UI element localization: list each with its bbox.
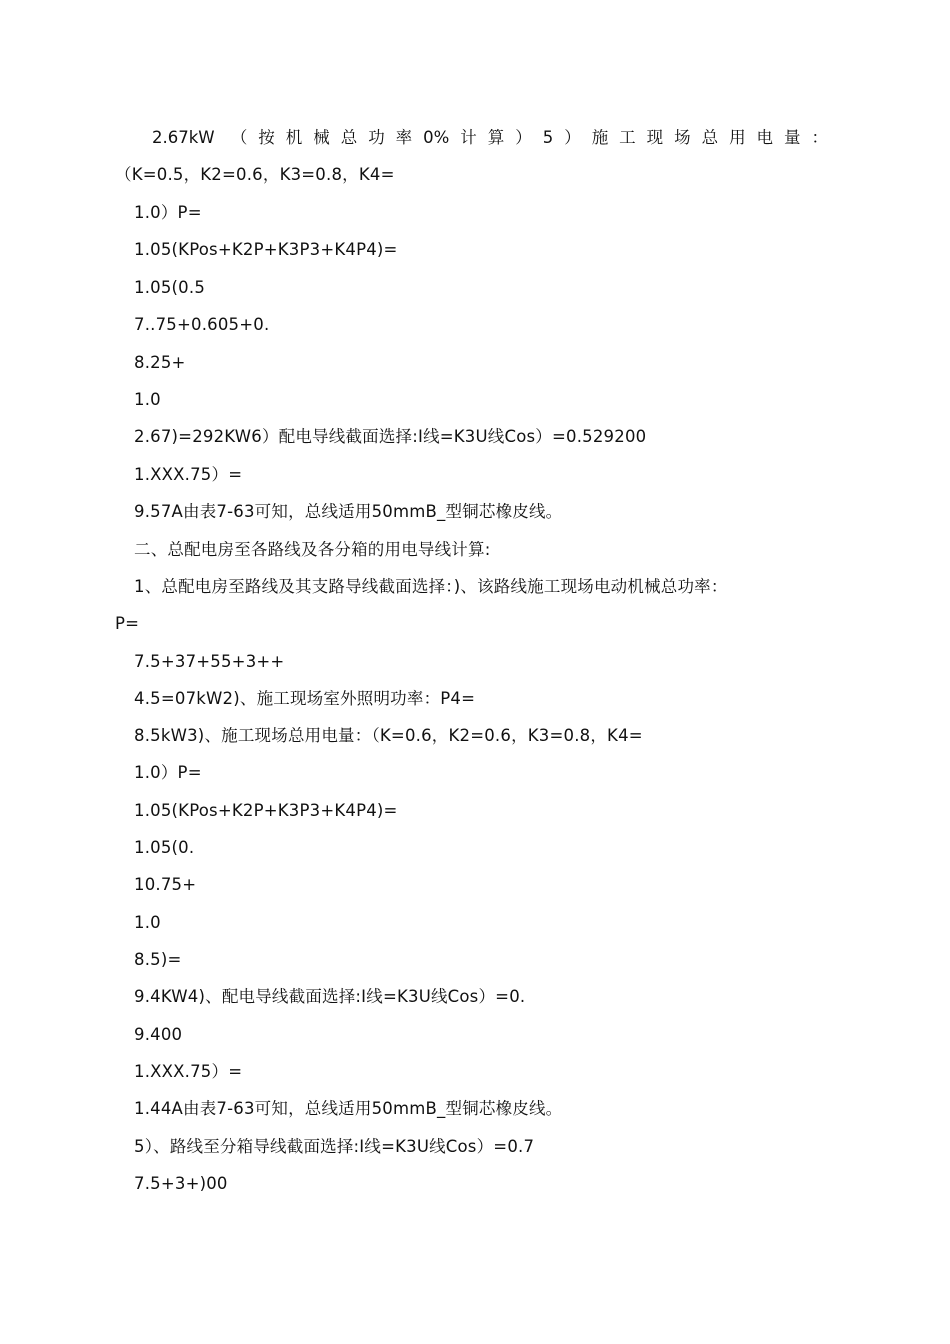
text-line: 2.67kW （按机械总功率0%计算）5）施工现场总用电量： [152,128,828,147]
text-line: 1.05(KPos+K2P+K3P3+K4P4)= [134,801,398,820]
text-line: 1、总配电房至路线及其支路导线截面选择：)、该路线施工现场电动机械总功率： [134,577,728,596]
text-line: 8.5kW3)、施工现场总用电量：（K=0.6，K2=0.6，K3=0.8，K4= [134,726,643,745]
text-line: 1.0 [134,913,161,932]
text-line: 1.XXX.75）= [134,1062,243,1081]
text-line: 4.5=07kW2)、施工现场室外照明功率：P4= [134,689,476,708]
text-line: 1.05(0.5 [134,278,206,297]
text-line: 9.57A由表7-63可知，总线适用50mmB_型铜芯橡皮线。 [134,502,563,521]
text-line: 1.05(0. [134,838,195,857]
text-line: 9.400 [134,1025,183,1044]
text-line: 1.0）P= [134,203,202,222]
text-line: 8.5)= [134,950,182,969]
text-line: 5）、路线至分箱导线截面选择:I线=K3U线Cos）=0.7 [134,1137,535,1156]
text-line: 7..75+0.605+0. [134,315,270,334]
text-line: （K=0.5，K2=0.6，K3=0.8，K4= [115,165,395,184]
text-line: 7.5+37+55+3++ [134,652,285,671]
text-line: 1.XXX.75）= [134,465,243,484]
text-line: 7.5+3+)00 [134,1174,228,1193]
text-line: 1.05(KPos+K2P+K3P3+K4P4)= [134,240,398,259]
text-line: 10.75+ [134,875,197,894]
text-line: 8.25+ [134,353,186,372]
text-line: P= [115,614,140,633]
text-line: 1.0）P= [134,763,202,782]
text-line: 1.0 [134,390,161,409]
text-line: 9.4KW4)、配电导线截面选择:I线=K3U线Cos）=0. [134,987,526,1006]
section-heading: 二、总配电房至各路线及各分箱的用电导线计算: [134,540,491,559]
text-line: 1.44A由表7-63可知，总线适用50mmB_型铜芯橡皮线。 [134,1099,563,1118]
text-line: 2.67)=292KW6）配电导线截面选择:I线=K3U线Cos）=0.529200 [134,427,647,446]
